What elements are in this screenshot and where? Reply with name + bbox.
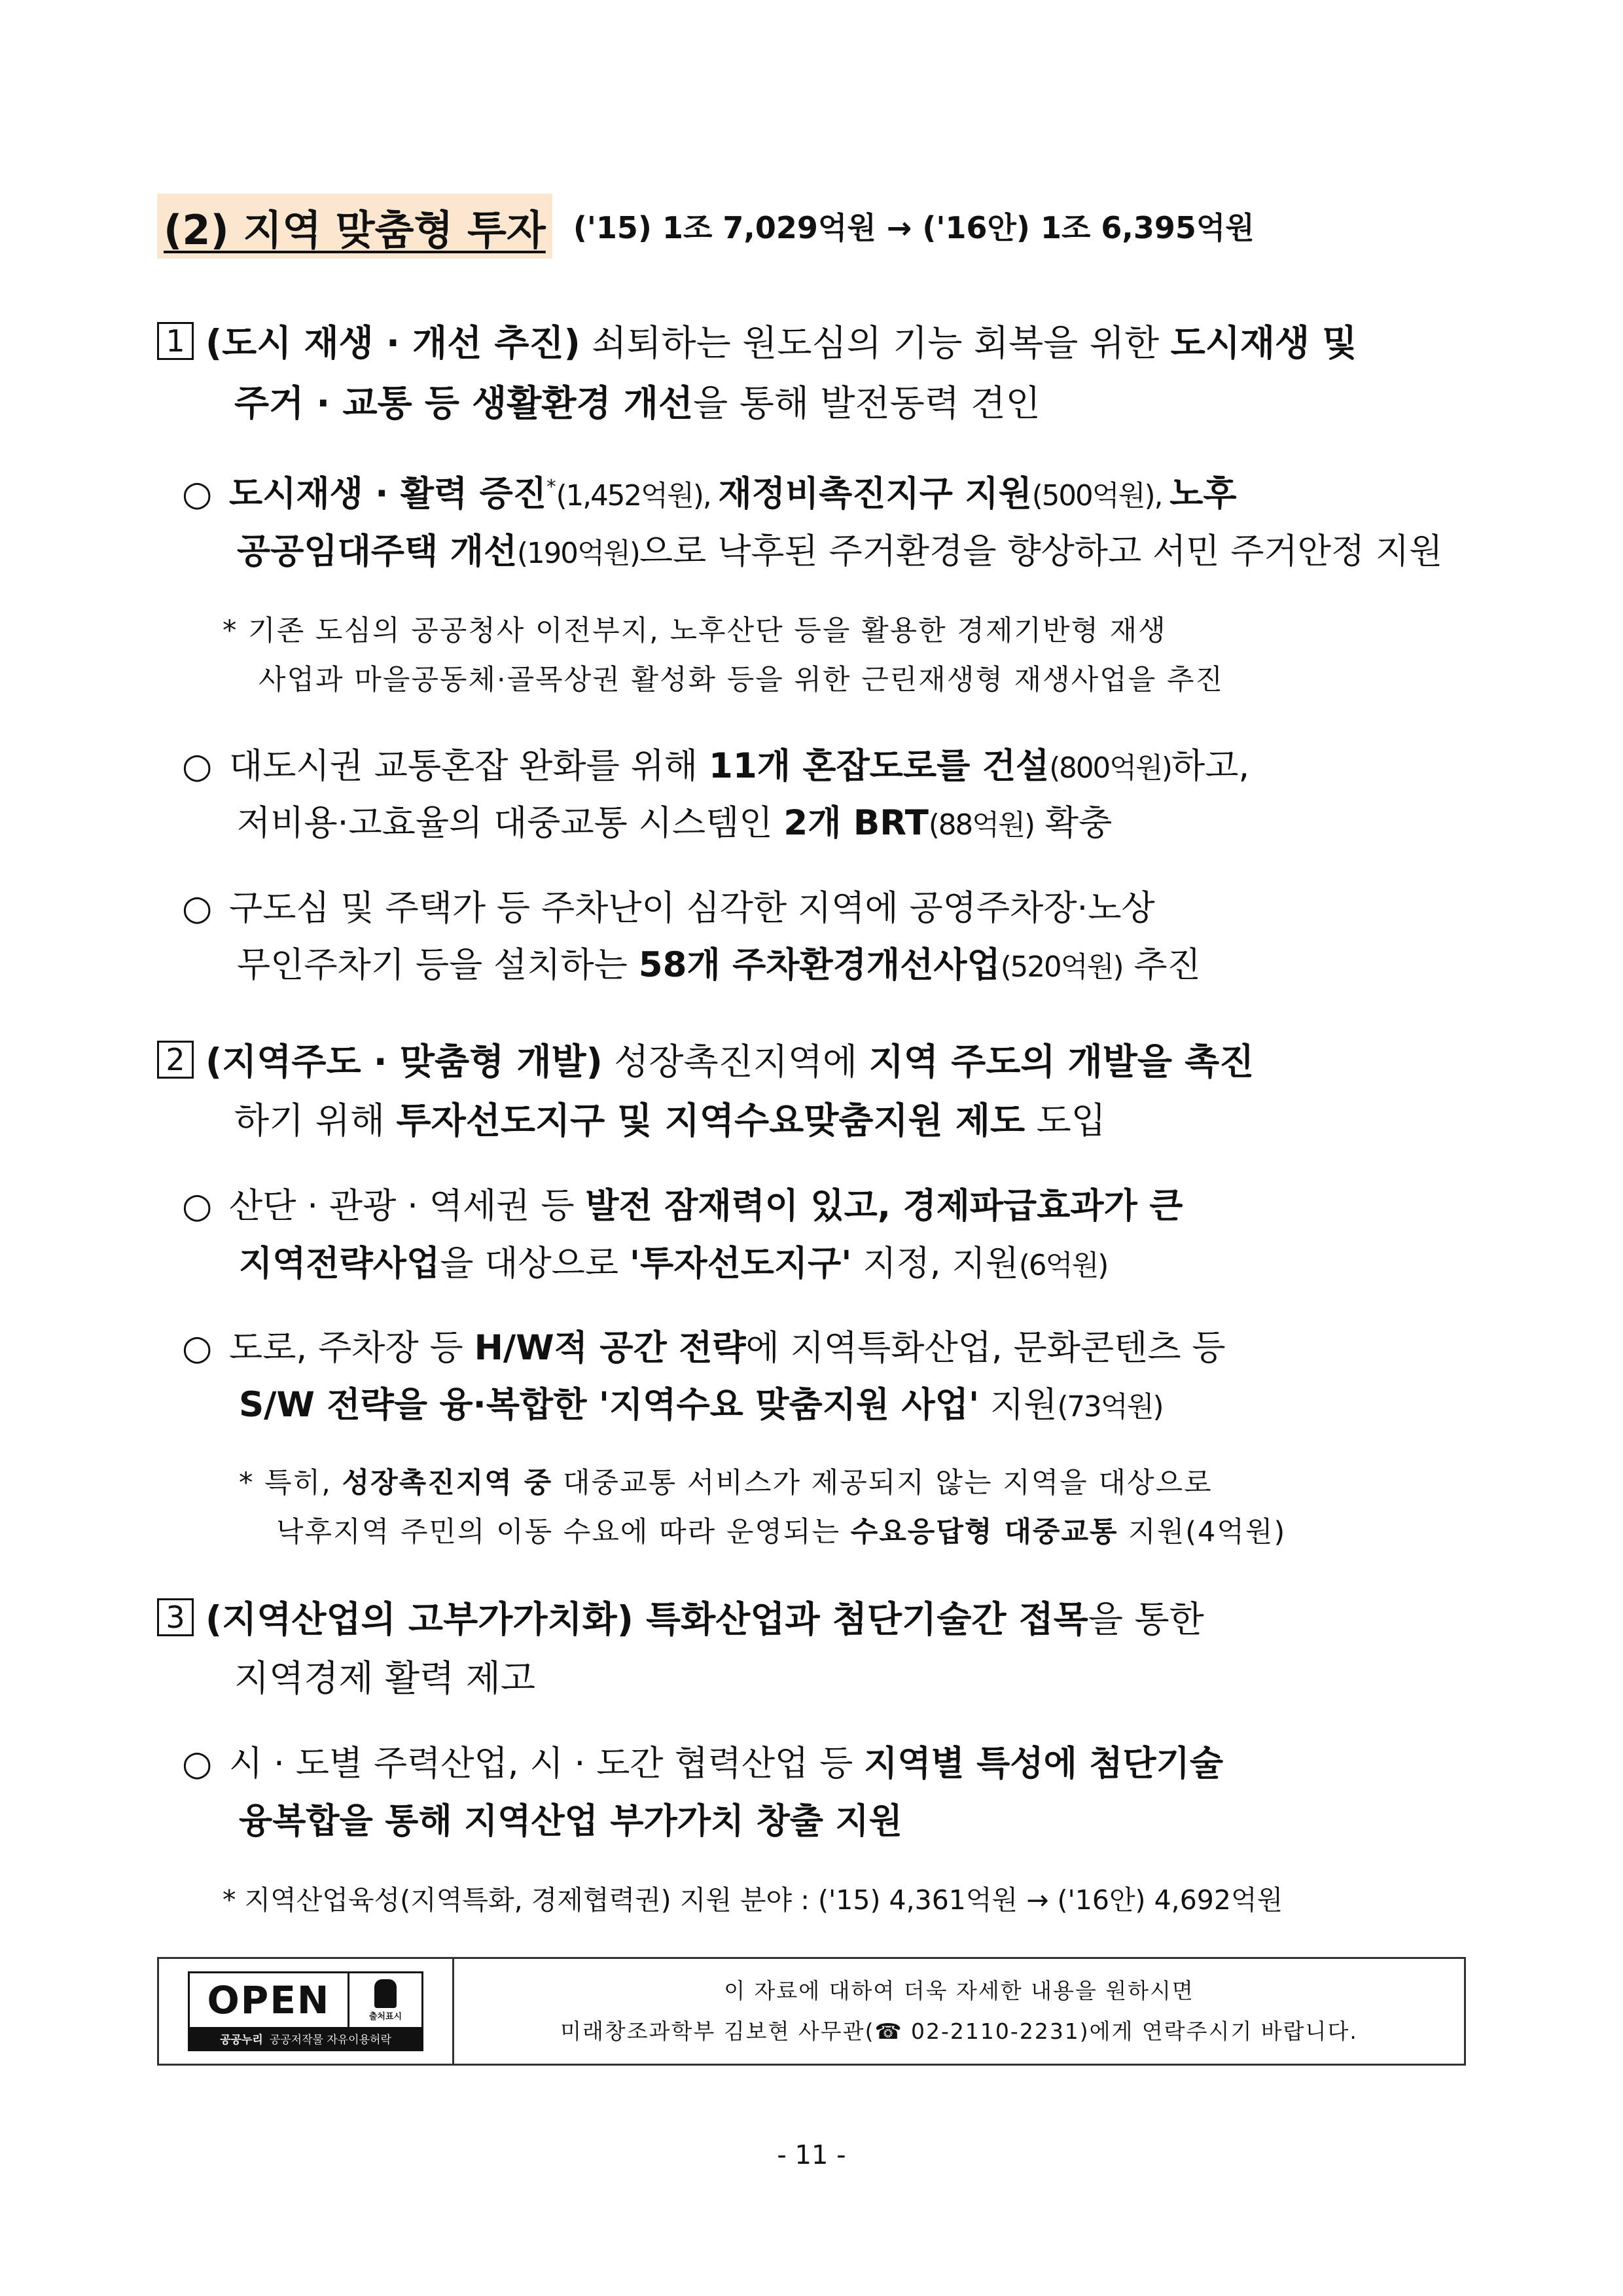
s2-b1-line1: [182, 1178, 1183, 1228]
text: 도로, 주차장 등: [229, 1328, 474, 1368]
text-bold: 도시재생 및: [1170, 322, 1357, 364]
s1-b1-line2: [237, 524, 1442, 573]
section-heading: [157, 190, 1466, 262]
s1-b1-line1: [182, 466, 1237, 516]
text: 을 통해 발전동력 견인: [693, 382, 1041, 424]
text: 지정, 지원: [851, 1244, 1019, 1283]
s2-b2-line2: [239, 1377, 1163, 1427]
text-bold: 재정비촉진지구 지원: [718, 474, 1032, 514]
person-icon: [374, 1979, 397, 2008]
s2-line2: [234, 1092, 1106, 1143]
badge-label: 출처표시: [368, 2011, 402, 2022]
s3-line2: 지역경제 활력 제고: [234, 1657, 536, 1699]
s2-b2-note2: [276, 1510, 1286, 1550]
kogl-open-logo: [188, 1971, 423, 2051]
text: 산단 · 관광 · 역세권 등: [229, 1186, 586, 1226]
s3-line1: [157, 1590, 1204, 1642]
text: 을 대상으로: [440, 1244, 630, 1283]
attribution-badge: [348, 1973, 421, 2027]
bullet: ○: [182, 474, 213, 514]
s1-b3-line2: [237, 937, 1201, 987]
text: 도입: [1025, 1100, 1106, 1141]
section-number-box: 3: [157, 1598, 194, 1636]
text: 하고,: [1171, 746, 1250, 786]
text: 성장촉진지역에: [602, 1041, 869, 1083]
s2-line1: [157, 1033, 1254, 1085]
section-title: (2) 지역 맞춤형 투자: [157, 194, 552, 259]
contact-line2: 미래창조과학부 김보현 사무관(☎ 02-2110-2231)에게 연락주시기 바랍니다.: [560, 2018, 1358, 2044]
text: 하기 위해: [234, 1100, 397, 1141]
bullet: ○: [182, 1744, 213, 1784]
amount: (190억원): [517, 537, 639, 570]
contact-box: [157, 1957, 1466, 2066]
bullet: ○: [182, 1186, 213, 1226]
amount: (88억원): [928, 809, 1035, 842]
amount: (6억원): [1018, 1249, 1108, 1282]
amount: (520억원): [1000, 951, 1123, 984]
s3-b1-line1: [182, 1736, 1223, 1785]
budget-summary: ('15) 1조 7,029억원 → ('16안) 1조 6,395억원: [573, 210, 1255, 245]
text-bold: 발전 잠재력이 있고, 경제파급효과가 큰: [585, 1186, 1183, 1226]
text: 추진: [1122, 945, 1201, 985]
footnote-mark: *: [546, 475, 556, 498]
amount: (500억원),: [1031, 480, 1170, 512]
text: 을 통한: [1088, 1598, 1204, 1640]
s1-b3-line1: [182, 880, 1155, 930]
text-bold: 공공임대주택 개선: [237, 531, 518, 571]
s1-line1: [157, 314, 1357, 366]
logo-caption-bar: [190, 2027, 421, 2049]
amount: (800억원): [1049, 752, 1172, 785]
s1-b1-note1: * 기존 도심의 공공청사 이전부지, 노후산단 등을 활용한 경제기반형 재생: [223, 615, 1167, 647]
text: 확충: [1034, 803, 1113, 843]
contact-text-cell: [454, 1959, 1464, 2064]
s2-topic: (지역주도 · 맞춤형 개발): [205, 1041, 603, 1083]
logo-brand: 공공누리: [220, 2033, 263, 2047]
text: 대중교통 서비스가 제공되지 않는 지역을 대상으로: [552, 1467, 1213, 1499]
text-bold: 11개 혼잡도로를 건설: [708, 746, 1050, 786]
text: 저비용·고효율의 대중교통 시스템인: [237, 803, 784, 843]
text: 구도심 및 주택가 등 주차난이 심각한 지역에 공영주차장·노상: [229, 888, 1155, 928]
text: * 특히,: [239, 1467, 342, 1499]
text: 시 · 도별 주력산업, 시 · 도간 협력산업 등: [229, 1744, 865, 1784]
text-bold: 수요응답형 대중교통: [850, 1516, 1118, 1549]
text: 으로 낙후된 주거환경을 향상하고 서민 주거안정 지원: [639, 531, 1443, 571]
text-bold: 58개 주차환경개선사업: [638, 945, 1001, 985]
amount: (73억원): [1057, 1391, 1163, 1424]
logo-open-word: OPEN: [207, 1978, 330, 2022]
bullet: ○: [182, 746, 213, 786]
text: 대도시권 교통혼잡 완화를 위해: [229, 746, 709, 786]
s1-topic: (도시 재생 · 개선 추진): [205, 322, 580, 364]
text-bold: 2개 BRT: [783, 803, 929, 843]
s2-b2-note1: [239, 1461, 1213, 1501]
text-bold: H/W적 공간 전략: [474, 1328, 746, 1368]
s1-b2-line1: [182, 738, 1249, 788]
s2-b1-line2: [239, 1236, 1107, 1285]
text: 에 지역특화산업, 문화콘텐츠 등: [745, 1328, 1226, 1368]
text-bold: 도시재생 · 활력 증진: [229, 474, 547, 514]
s1-b2-line2: [237, 795, 1112, 845]
text-bold: 투자선도지구 및 지역수요맞춤지원 제도: [396, 1100, 1026, 1141]
s1-line2: [234, 374, 1041, 426]
text: 지원(4억원): [1118, 1516, 1287, 1549]
section-number-box: 1: [157, 322, 194, 360]
s3-b1-note: * 지역산업육성(지역특화, 경제협력권) 지원 분야 : ('15) 4,361억원 → ('16안) 4,692억원: [223, 1884, 1283, 1916]
text-bold: 주거 · 교통 등 생활환경 개선: [234, 382, 694, 424]
logo-caption: 공공저작물 자유이용허락: [269, 2033, 391, 2047]
s2-b2-line1: [182, 1320, 1226, 1370]
bullet: ○: [182, 1328, 213, 1368]
page-number: - 11 -: [777, 2140, 846, 2170]
amount: (1,452억원),: [556, 480, 719, 512]
text-bold: 지역별 특성에 첨단기술: [864, 1744, 1224, 1784]
kogl-logo-cell: [159, 1959, 454, 2064]
text: 낙후지역 주민의 이동 수요에 따라 운영되는: [276, 1516, 851, 1549]
text-bold: 지역 주도의 개발을 촉진: [868, 1041, 1255, 1083]
section-number-box: 2: [157, 1041, 194, 1079]
text-bold: 성장촉진지역 중: [342, 1467, 553, 1499]
text: 지원: [979, 1385, 1058, 1425]
s3-topic: (지역산업의 고부가가치화) 특화산업과 첨단기술간 접목: [205, 1598, 1088, 1640]
bullet: ○: [182, 888, 213, 928]
text: 무인주차기 등을 설치하는: [237, 945, 639, 985]
contact-line1: 이 자료에 대하여 더욱 자세한 내용을 원하시면: [724, 1978, 1194, 2003]
text-bold: 지역전략사업: [239, 1244, 440, 1283]
s3-b1-line2: 융복합을 통해 지역산업 부가가치 창출 지원: [239, 1801, 902, 1841]
text: 쇠퇴하는 원도심의 기능 회복을 위한: [580, 322, 1171, 364]
text-bold: '투자선도지구': [629, 1244, 852, 1283]
text-bold: 노후: [1169, 474, 1237, 514]
s1-b1-note2: 사업과 마을공동체·골목상권 활성화 등을 위한 근린재생형 재생사업을 추진: [259, 664, 1224, 696]
text-bold: S/W 전략을 융·복합한 '지역수요 맞춤지원 사업': [239, 1385, 980, 1425]
